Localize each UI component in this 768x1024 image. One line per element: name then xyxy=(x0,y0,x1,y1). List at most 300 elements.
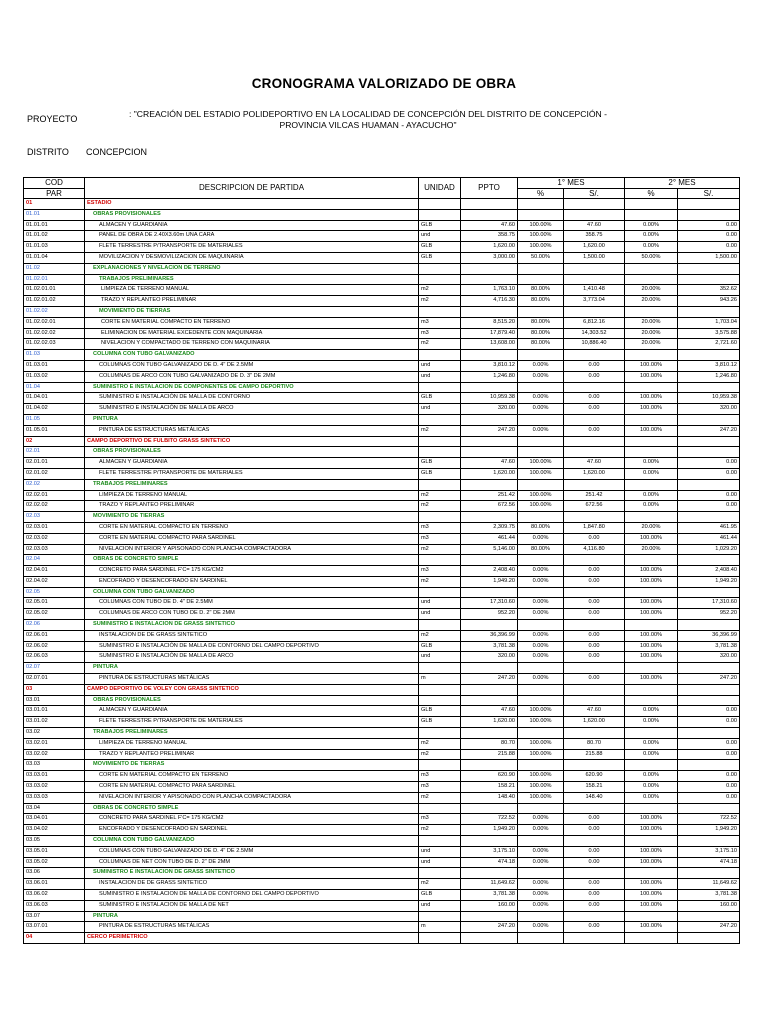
row-mes2-soles: 0.00 xyxy=(678,782,740,793)
row-description: SUMINISTRO E INSTALACION DE COMPONENTES DE CAMPO DEPORTIVO xyxy=(85,382,419,393)
row-mes2-soles xyxy=(678,199,740,210)
row-mes1-soles: 1,500.00 xyxy=(564,252,625,263)
row-ppto: 722.52 xyxy=(461,814,518,825)
row-ppto: 5,146.00 xyxy=(461,544,518,555)
row-code: 03.02 xyxy=(24,728,85,739)
row-ppto: 1,949.20 xyxy=(461,825,518,836)
header-mes2-pct: % xyxy=(625,188,678,199)
row-ppto: 3,781.38 xyxy=(461,641,518,652)
row-mes1-soles xyxy=(564,695,625,706)
table-row xyxy=(24,846,740,857)
row-ppto xyxy=(461,274,518,285)
row-mes1-soles: 3,773.04 xyxy=(564,296,625,307)
row-description: ENCOFRADO Y DESENCOFRADO EN SARDINEL xyxy=(85,576,419,587)
table-row xyxy=(24,252,740,263)
row-unidad xyxy=(419,695,461,706)
row-code: 02.05.01 xyxy=(24,598,85,609)
row-mes2-soles: 722.52 xyxy=(678,814,740,825)
table-row xyxy=(24,890,740,901)
row-mes2-soles: 320.00 xyxy=(678,404,740,415)
row-ppto xyxy=(461,382,518,393)
table-row xyxy=(24,803,740,814)
row-ppto xyxy=(461,555,518,566)
row-mes1-soles xyxy=(564,728,625,739)
table-row xyxy=(24,555,740,566)
table-row xyxy=(24,933,740,944)
row-mes1-soles: 1,410.48 xyxy=(564,285,625,296)
row-mes1-pct: 0.00% xyxy=(518,371,564,382)
row-mes1-pct xyxy=(518,587,564,598)
row-unidad: m2 xyxy=(419,544,461,555)
row-ppto: 620.90 xyxy=(461,771,518,782)
row-unidad xyxy=(419,760,461,771)
table-row xyxy=(24,684,740,695)
row-unidad: m2 xyxy=(419,285,461,296)
table-row xyxy=(24,306,740,317)
row-unidad xyxy=(419,199,461,210)
row-mes1-pct: 0.00% xyxy=(518,900,564,911)
row-code: 02.05.02 xyxy=(24,609,85,620)
table-row xyxy=(24,879,740,890)
row-unidad: m xyxy=(419,922,461,933)
row-code: 02.01.02 xyxy=(24,468,85,479)
row-mes2-pct: 100.00% xyxy=(625,900,678,911)
row-description: FLETE TERRESTRE P/TRANSPORTE DE MATERIALES xyxy=(85,468,419,479)
row-unidad xyxy=(419,209,461,220)
row-mes2-pct: 100.00% xyxy=(625,922,678,933)
row-mes2-soles: 0.00 xyxy=(678,706,740,717)
row-mes2-soles: 0.00 xyxy=(678,231,740,242)
row-unidad xyxy=(419,436,461,447)
row-ppto: 215.88 xyxy=(461,749,518,760)
row-mes1-pct: 80.00% xyxy=(518,317,564,328)
header-mes1: 1° MES xyxy=(518,178,625,189)
table-row xyxy=(24,458,740,469)
row-mes2-soles xyxy=(678,728,740,739)
table-row xyxy=(24,738,740,749)
row-code: 03.05.01 xyxy=(24,846,85,857)
row-mes2-soles: 247.20 xyxy=(678,425,740,436)
row-description: COLUMNAS DE ARCO CON TUBO GALVANIZADO DE D. 3" DE 2MM xyxy=(85,371,419,382)
row-mes2-soles: 1,246.80 xyxy=(678,371,740,382)
row-ppto: 13,608.00 xyxy=(461,339,518,350)
row-unidad: m3 xyxy=(419,771,461,782)
row-unidad: m3 xyxy=(419,814,461,825)
row-mes2-pct: 100.00% xyxy=(625,814,678,825)
table-row xyxy=(24,630,740,641)
row-mes1-pct: 0.00% xyxy=(518,825,564,836)
table-row xyxy=(24,760,740,771)
row-code: 03.04 xyxy=(24,803,85,814)
row-code: 01.05 xyxy=(24,414,85,425)
row-description: ESTADIO xyxy=(85,199,419,210)
row-mes1-pct: 0.00% xyxy=(518,576,564,587)
row-code: 01.02.02.02 xyxy=(24,328,85,339)
table-row xyxy=(24,663,740,674)
row-unidad: m2 xyxy=(419,792,461,803)
row-mes2-pct xyxy=(625,728,678,739)
row-ppto: 474.18 xyxy=(461,857,518,868)
row-mes2-soles: 1,029.20 xyxy=(678,544,740,555)
row-unidad: und xyxy=(419,900,461,911)
row-mes1-pct xyxy=(518,479,564,490)
row-description: PINTURA xyxy=(85,911,419,922)
row-mes2-soles xyxy=(678,620,740,631)
row-mes1-soles xyxy=(564,555,625,566)
row-unidad: und xyxy=(419,609,461,620)
row-mes1-pct: 0.00% xyxy=(518,641,564,652)
row-code: 01.03 xyxy=(24,350,85,361)
row-unidad: m2 xyxy=(419,425,461,436)
proyecto-text-line1: : "CREACIÓN DEL ESTADIO POLIDEPORTIVO EN LA LOCALIDAD DE CONCEPCIÓN DEL DISTRITO DE CONCEPCIÓN - xyxy=(128,109,608,119)
row-mes2-pct xyxy=(625,663,678,674)
row-code: 01.02.02.01 xyxy=(24,317,85,328)
page-title: CRONOGRAMA VALORIZADO DE OBRA xyxy=(251,76,517,91)
row-mes1-pct: 100.00% xyxy=(518,242,564,253)
row-description: SUMINISTRO E INSTALACIÓN DE MALLA DE CONTORNO DEL CAMPO DEPORTIVO xyxy=(85,641,419,652)
row-mes1-soles xyxy=(564,479,625,490)
row-unidad xyxy=(419,414,461,425)
row-ppto xyxy=(461,911,518,922)
row-mes1-soles: 1,847.80 xyxy=(564,522,625,533)
header-mes2-soles: S/. xyxy=(678,188,740,199)
row-ppto: 17,310.60 xyxy=(461,598,518,609)
row-unidad: und xyxy=(419,231,461,242)
row-ppto xyxy=(461,684,518,695)
table-row xyxy=(24,717,740,728)
row-mes2-soles xyxy=(678,209,740,220)
row-mes1-pct: 0.00% xyxy=(518,598,564,609)
row-mes1-soles: 0.00 xyxy=(564,576,625,587)
row-mes1-pct: 100.00% xyxy=(518,490,564,501)
row-unidad xyxy=(419,512,461,523)
row-mes2-pct xyxy=(625,263,678,274)
table-row xyxy=(24,566,740,577)
row-ppto: 11,649.62 xyxy=(461,879,518,890)
row-mes1-soles: 0.00 xyxy=(564,857,625,868)
row-ppto xyxy=(461,620,518,631)
row-mes1-pct xyxy=(518,447,564,458)
row-description: LIMPIEZA DE TERRENO MANUAL xyxy=(85,490,419,501)
row-mes2-soles xyxy=(678,760,740,771)
row-ppto: 247.20 xyxy=(461,674,518,685)
row-ppto xyxy=(461,263,518,274)
row-description: COLUMNA CON TUBO GALVANIZADO xyxy=(85,836,419,847)
row-ppto: 251.42 xyxy=(461,490,518,501)
row-ppto xyxy=(461,803,518,814)
row-ppto: 1,246.80 xyxy=(461,371,518,382)
table-row xyxy=(24,209,740,220)
table-row xyxy=(24,425,740,436)
header-cod: COD xyxy=(24,178,85,189)
row-mes2-soles xyxy=(678,512,740,523)
row-ppto: 1,949.20 xyxy=(461,576,518,587)
row-unidad xyxy=(419,911,461,922)
row-mes2-soles xyxy=(678,382,740,393)
row-code: 03.02.01 xyxy=(24,738,85,749)
row-mes2-pct: 0.00% xyxy=(625,782,678,793)
row-mes1-soles: 0.00 xyxy=(564,890,625,901)
table-row xyxy=(24,911,740,922)
row-mes2-soles xyxy=(678,933,740,944)
row-unidad xyxy=(419,274,461,285)
row-unidad: GLB xyxy=(419,717,461,728)
row-mes1-soles xyxy=(564,587,625,598)
row-mes2-soles: 3,175.10 xyxy=(678,846,740,857)
row-mes1-pct xyxy=(518,512,564,523)
row-mes2-pct: 0.00% xyxy=(625,220,678,231)
row-unidad: GLB xyxy=(419,468,461,479)
row-code: 03.01.02 xyxy=(24,717,85,728)
row-mes1-soles: 0.00 xyxy=(564,652,625,663)
row-description: MOVILIZACION Y DESMOVILIZACION DE MAQUINARIA xyxy=(85,252,419,263)
table-row xyxy=(24,533,740,544)
row-ppto: 952.20 xyxy=(461,609,518,620)
row-mes1-soles xyxy=(564,933,625,944)
row-ppto: 320.00 xyxy=(461,652,518,663)
row-code: 01.02.02 xyxy=(24,306,85,317)
row-mes1-pct: 0.00% xyxy=(518,609,564,620)
row-code: 03.07.01 xyxy=(24,922,85,933)
row-mes2-soles: 0.00 xyxy=(678,771,740,782)
row-description: SUMINISTRO E INSTALACIÓN DE MALLA DE ARCO xyxy=(85,404,419,415)
row-mes1-pct xyxy=(518,760,564,771)
row-mes2-pct xyxy=(625,587,678,598)
row-mes2-soles: 160.00 xyxy=(678,900,740,911)
row-description: OBRAS DE CONCRETO SIMPLE xyxy=(85,555,419,566)
row-code: 02.02.02 xyxy=(24,501,85,512)
row-description: INSTALACION DE DE GRASS SINTETICO xyxy=(85,879,419,890)
row-description: FLETE TERRESTRE P/TRANSPORTE DE MATERIALES xyxy=(85,717,419,728)
header-mes1-soles: S/. xyxy=(564,188,625,199)
row-mes2-soles: 320.00 xyxy=(678,652,740,663)
row-mes2-soles: 36,396.99 xyxy=(678,630,740,641)
row-description: MOVIMIENTO DE TIERRAS xyxy=(85,512,419,523)
row-code: 01.04.01 xyxy=(24,393,85,404)
table-row xyxy=(24,447,740,458)
row-mes1-soles xyxy=(564,306,625,317)
row-mes2-pct xyxy=(625,479,678,490)
row-mes1-pct: 0.00% xyxy=(518,360,564,371)
row-mes1-soles xyxy=(564,209,625,220)
row-unidad: GLB xyxy=(419,393,461,404)
row-mes1-pct xyxy=(518,274,564,285)
header-par: PAR xyxy=(24,188,85,199)
row-mes1-pct: 100.00% xyxy=(518,501,564,512)
row-mes2-pct xyxy=(625,306,678,317)
row-description: ALMACEN Y GUARDIANIA xyxy=(85,458,419,469)
row-description: OBRAS PROVISIONALES xyxy=(85,209,419,220)
table-row xyxy=(24,350,740,361)
row-ppto: 247.20 xyxy=(461,922,518,933)
row-mes1-soles: 620.90 xyxy=(564,771,625,782)
row-mes2-pct xyxy=(625,555,678,566)
row-mes2-soles xyxy=(678,836,740,847)
row-mes1-soles: 47.60 xyxy=(564,220,625,231)
row-code: 01.01.01 xyxy=(24,220,85,231)
row-unidad xyxy=(419,263,461,274)
row-unidad: m2 xyxy=(419,576,461,587)
row-mes1-pct xyxy=(518,695,564,706)
row-code: 02.03.01 xyxy=(24,522,85,533)
row-mes1-pct: 100.00% xyxy=(518,458,564,469)
row-ppto xyxy=(461,306,518,317)
row-mes1-pct: 50.00% xyxy=(518,252,564,263)
row-description: ALMACEN Y GUARDIANIA xyxy=(85,706,419,717)
row-mes2-pct: 100.00% xyxy=(625,566,678,577)
row-ppto xyxy=(461,414,518,425)
row-description: PINTURA xyxy=(85,414,419,425)
row-unidad: m2 xyxy=(419,749,461,760)
row-mes2-soles: 3,781.38 xyxy=(678,641,740,652)
row-mes1-soles: 158.21 xyxy=(564,782,625,793)
row-unidad xyxy=(419,306,461,317)
row-code: 01.01.03 xyxy=(24,242,85,253)
row-mes1-pct xyxy=(518,436,564,447)
row-ppto: 3,175.10 xyxy=(461,846,518,857)
row-code: 03.03.03 xyxy=(24,792,85,803)
row-unidad: und xyxy=(419,360,461,371)
row-mes1-soles: 215.88 xyxy=(564,749,625,760)
row-description: COLUMNAS DE ARCO CON TUBO DE D. 2" DE 2MM xyxy=(85,609,419,620)
row-code: 03.02.02 xyxy=(24,749,85,760)
row-mes1-pct: 100.00% xyxy=(518,749,564,760)
row-unidad: und xyxy=(419,404,461,415)
row-unidad: m2 xyxy=(419,490,461,501)
row-mes2-soles: 461.95 xyxy=(678,522,740,533)
row-mes2-pct: 100.00% xyxy=(625,825,678,836)
row-description: SUMINISTRO E INSTALACION DE MALLA DE CONTORNO DEL CAMPO DEPORTIVO xyxy=(85,890,419,901)
row-mes1-pct: 0.00% xyxy=(518,814,564,825)
row-mes2-pct xyxy=(625,447,678,458)
row-mes1-pct xyxy=(518,911,564,922)
row-code: 03.03.01 xyxy=(24,771,85,782)
row-code: 01.04.02 xyxy=(24,404,85,415)
table-row xyxy=(24,836,740,847)
row-mes2-pct: 100.00% xyxy=(625,641,678,652)
row-description: INSTALACION DE DE GRASS SINTETICO xyxy=(85,630,419,641)
row-unidad: m2 xyxy=(419,339,461,350)
row-unidad: m3 xyxy=(419,782,461,793)
row-mes2-pct xyxy=(625,760,678,771)
table-row xyxy=(24,652,740,663)
row-code: 03.07 xyxy=(24,911,85,922)
table-row xyxy=(24,598,740,609)
row-mes2-pct: 0.00% xyxy=(625,458,678,469)
row-description: NIVELACION Y COMPACTADO DE TERRENO CON MAQUINARIA xyxy=(85,339,419,350)
row-mes2-pct xyxy=(625,414,678,425)
row-mes2-soles: 17,310.60 xyxy=(678,598,740,609)
row-code: 02.03.03 xyxy=(24,544,85,555)
row-description: OBRAS DE CONCRETO SIMPLE xyxy=(85,803,419,814)
row-mes2-pct: 20.00% xyxy=(625,296,678,307)
row-mes2-pct xyxy=(625,512,678,523)
row-code: 03.05 xyxy=(24,836,85,847)
row-unidad: m2 xyxy=(419,501,461,512)
row-code: 02.02.01 xyxy=(24,490,85,501)
row-description: SUMINISTRO E INSTALACION DE GRASS SINTETICO xyxy=(85,868,419,879)
row-mes2-soles: 1,949.20 xyxy=(678,825,740,836)
row-mes1-pct: 100.00% xyxy=(518,468,564,479)
row-mes2-pct: 100.00% xyxy=(625,846,678,857)
row-mes1-soles xyxy=(564,512,625,523)
row-ppto: 8,515.20 xyxy=(461,317,518,328)
table-row xyxy=(24,296,740,307)
row-mes2-soles xyxy=(678,263,740,274)
row-mes2-soles xyxy=(678,663,740,674)
row-code: 02.01.01 xyxy=(24,458,85,469)
row-unidad: m2 xyxy=(419,296,461,307)
row-code: 02.01 xyxy=(24,447,85,458)
row-mes2-soles: 3,575.88 xyxy=(678,328,740,339)
row-mes2-pct: 100.00% xyxy=(625,425,678,436)
row-description: OBRAS PROVISIONALES xyxy=(85,447,419,458)
row-mes1-pct xyxy=(518,199,564,210)
row-mes1-soles: 0.00 xyxy=(564,425,625,436)
row-ppto: 80.70 xyxy=(461,738,518,749)
row-mes1-pct: 80.00% xyxy=(518,544,564,555)
row-code: 02.07 xyxy=(24,663,85,674)
row-ppto xyxy=(461,728,518,739)
header-mes1-pct: % xyxy=(518,188,564,199)
row-description: CORTE EN MATERIAL COMPACTO EN TERRENO xyxy=(85,522,419,533)
row-mes1-soles xyxy=(564,199,625,210)
row-description: LIMPIEZA DE TERRENO MANUAL xyxy=(85,738,419,749)
row-mes1-pct: 100.00% xyxy=(518,771,564,782)
row-mes2-soles: 10,959.38 xyxy=(678,393,740,404)
row-mes1-soles xyxy=(564,414,625,425)
row-description: TRABAJOS PRELIMINARES xyxy=(85,728,419,739)
row-mes2-pct: 20.00% xyxy=(625,522,678,533)
distrito-label: DISTRITO xyxy=(27,147,69,157)
row-ppto: 247.20 xyxy=(461,425,518,436)
row-description: PINTURA DE ESTRUCTURAS METÁLICAS xyxy=(85,425,419,436)
row-mes1-soles: 251.42 xyxy=(564,490,625,501)
row-mes2-pct: 100.00% xyxy=(625,404,678,415)
row-unidad xyxy=(419,933,461,944)
row-ppto: 3,810.12 xyxy=(461,360,518,371)
row-description: COLUMNAS DE NET CON TUBO DE D. 2" DE 2MM xyxy=(85,857,419,868)
row-description: PINTURA xyxy=(85,663,419,674)
row-mes1-soles: 0.00 xyxy=(564,566,625,577)
row-unidad: m2 xyxy=(419,879,461,890)
row-mes2-pct: 100.00% xyxy=(625,360,678,371)
row-mes1-pct xyxy=(518,555,564,566)
row-ppto: 3,000.00 xyxy=(461,252,518,263)
header-mes2: 2° MES xyxy=(625,178,740,189)
row-mes2-soles xyxy=(678,414,740,425)
row-mes2-soles: 247.20 xyxy=(678,922,740,933)
row-ppto xyxy=(461,663,518,674)
table-row xyxy=(24,414,740,425)
row-mes2-pct: 20.00% xyxy=(625,339,678,350)
row-code: 03.06.02 xyxy=(24,890,85,901)
row-ppto xyxy=(461,587,518,598)
table-row xyxy=(24,728,740,739)
row-mes1-soles: 47.60 xyxy=(564,458,625,469)
row-mes2-soles: 1,949.20 xyxy=(678,576,740,587)
table-row xyxy=(24,522,740,533)
table-row xyxy=(24,782,740,793)
row-mes1-soles: 358.75 xyxy=(564,231,625,242)
row-code: 03.04.01 xyxy=(24,814,85,825)
row-ppto: 17,879.40 xyxy=(461,328,518,339)
row-ppto xyxy=(461,199,518,210)
row-code: 01.02.02.03 xyxy=(24,339,85,350)
table-row xyxy=(24,576,740,587)
row-mes1-pct xyxy=(518,382,564,393)
row-mes1-pct: 80.00% xyxy=(518,296,564,307)
